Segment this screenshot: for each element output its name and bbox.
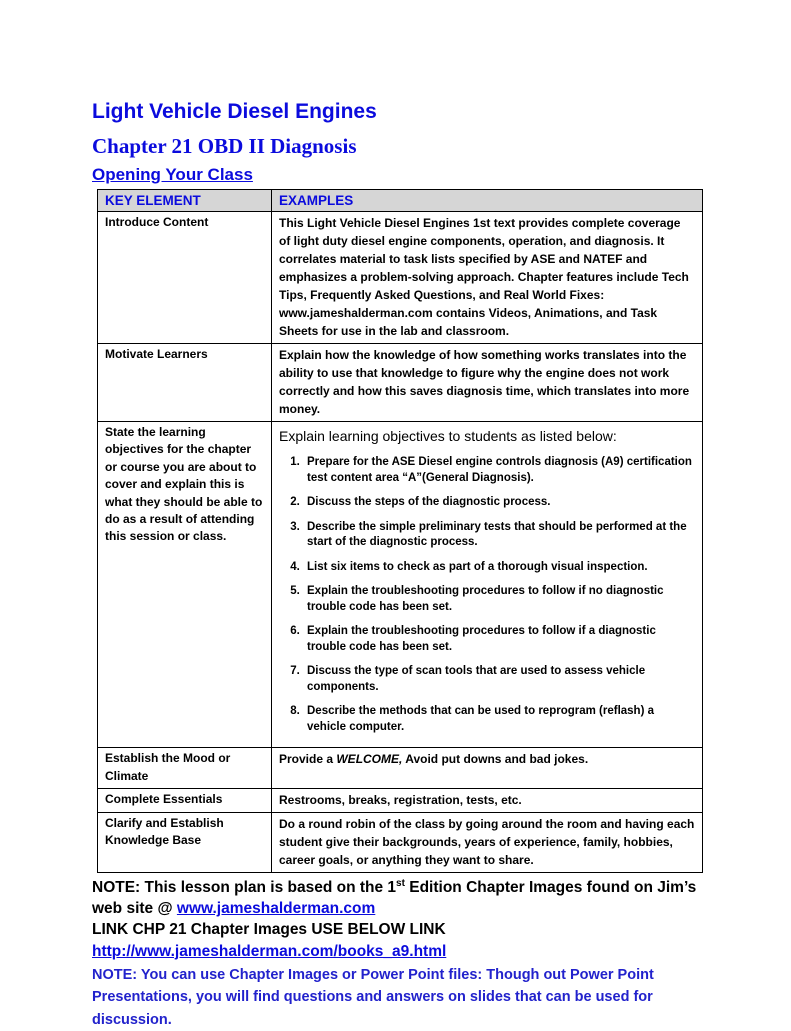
mood-text-post: Avoid put downs and bad jokes. xyxy=(402,752,589,767)
jameshalderman-link[interactable]: www.jameshalderman.com xyxy=(176,899,376,917)
table-row xyxy=(98,422,703,748)
example-establish-mood xyxy=(272,748,703,789)
objective-item: 6. Explain the troubleshooting procedures to follow if a diagnostic trouble code has been set. xyxy=(303,624,695,655)
objective-item: 7. Discuss the type of scan tools that are used to assess vehicle components. xyxy=(303,664,695,695)
key-element-establish-mood: Establish the Mood or Climate xyxy=(98,748,272,789)
key-element-complete-essentials: Complete Essentials xyxy=(98,789,272,813)
link-chp21-line: LINK CHP 21 Chapter Images USE BELOW LINK xyxy=(92,921,446,939)
table-header-row xyxy=(98,190,703,212)
objective-item: 3. Describe the simple preliminary tests that should be performed at the start of the diagnostic process. xyxy=(303,520,695,551)
example-motivate-learners: Explain how the knowledge of how something works translates into the ability to use that knowledge to figure why the engine does not work correctly and how this saves diagnosis time, which translates into more money. xyxy=(272,344,703,422)
note-text: Edition Chapter Images found on Jim’s web site @ xyxy=(92,879,697,917)
chapter-title: Chapter 21 OBD II Diagnosis xyxy=(92,134,357,158)
lesson-plan-table xyxy=(97,189,703,873)
page-title: Light Vehicle Diesel Engines xyxy=(92,100,377,123)
example-complete-essentials: Restrooms, breaks, registration, tests, etc. xyxy=(272,789,703,813)
mood-text-pre: Provide a xyxy=(279,752,337,767)
key-element-motivate-learners: Motivate Learners xyxy=(98,344,272,422)
table-row xyxy=(98,813,703,873)
example-clarify-knowledge: Do a round robin of the class by going around the room and having each student give their backgrounds, years of experience, family, hobbies, career goals, or anything they want to share. xyxy=(272,813,703,873)
note-text: NOTE: This lesson plan is based on the 1 xyxy=(92,879,397,897)
note-lesson-plan xyxy=(92,877,703,919)
table-row xyxy=(98,789,703,813)
books-a9-link[interactable]: http://www.jameshalderman.com/books_a9.html xyxy=(92,942,447,960)
objectives-list xyxy=(279,455,695,735)
footer-notes xyxy=(92,877,703,1031)
section-title: Opening Your Class xyxy=(92,165,253,184)
example-introduce-content: This Light Vehicle Diesel Engines 1st text provides complete coverage of light duty diesel engine components, operation, and diagnosis. It correlates material to task lists specified by ASE and NATEF and emphasizes a problem-solving approach. Chapter features include Tech Tips, Frequently Asked Questions, and Real World Fixes: www.jameshalderman.com contains Videos, Animations, and Task Sheets for use in the lab and classroom. xyxy=(272,212,703,344)
table-row xyxy=(98,212,703,344)
mood-text-welcome: WELCOME, xyxy=(336,752,403,767)
table-row xyxy=(98,344,703,422)
objective-item: 8. Describe the methods that can be used to reprogram (reflash) a vehicle computer. xyxy=(303,704,695,735)
objective-item: 4. List six items to check as part of a thorough visual inspection. xyxy=(303,560,695,576)
objective-item: 5. Explain the troubleshooting procedures to follow if no diagnostic trouble code has been set. xyxy=(303,584,695,615)
table-row xyxy=(98,748,703,789)
key-element-introduce-content: Introduce Content xyxy=(98,212,272,344)
column-header-examples: EXAMPLES xyxy=(272,190,703,212)
column-header-key-element: KEY ELEMENT xyxy=(98,190,272,212)
note-superscript: st xyxy=(396,878,405,889)
example-learning-objectives xyxy=(272,422,703,748)
key-element-learning-objectives: State the learning objectives for the chapter or course you are about to cover and explain this is what they should be able to do as a result of attending this session or class. xyxy=(98,422,272,748)
objective-item: 2. Discuss the steps of the diagnostic process. xyxy=(303,495,695,511)
note-powerpoint: NOTE: You can use Chapter Images or Power Point files: Though out Power Point Presentations, you will find questions and answers on slides that can be used for discussion. xyxy=(92,966,654,1028)
objectives-intro: Explain learning objectives to students as listed below: xyxy=(279,428,617,444)
key-element-clarify-knowledge: Clarify and Establish Knowledge Base xyxy=(98,813,272,873)
objective-item: 1. Prepare for the ASE Diesel engine controls diagnosis (A9) certification test content area “A”(General Diagnosis). xyxy=(303,455,695,486)
